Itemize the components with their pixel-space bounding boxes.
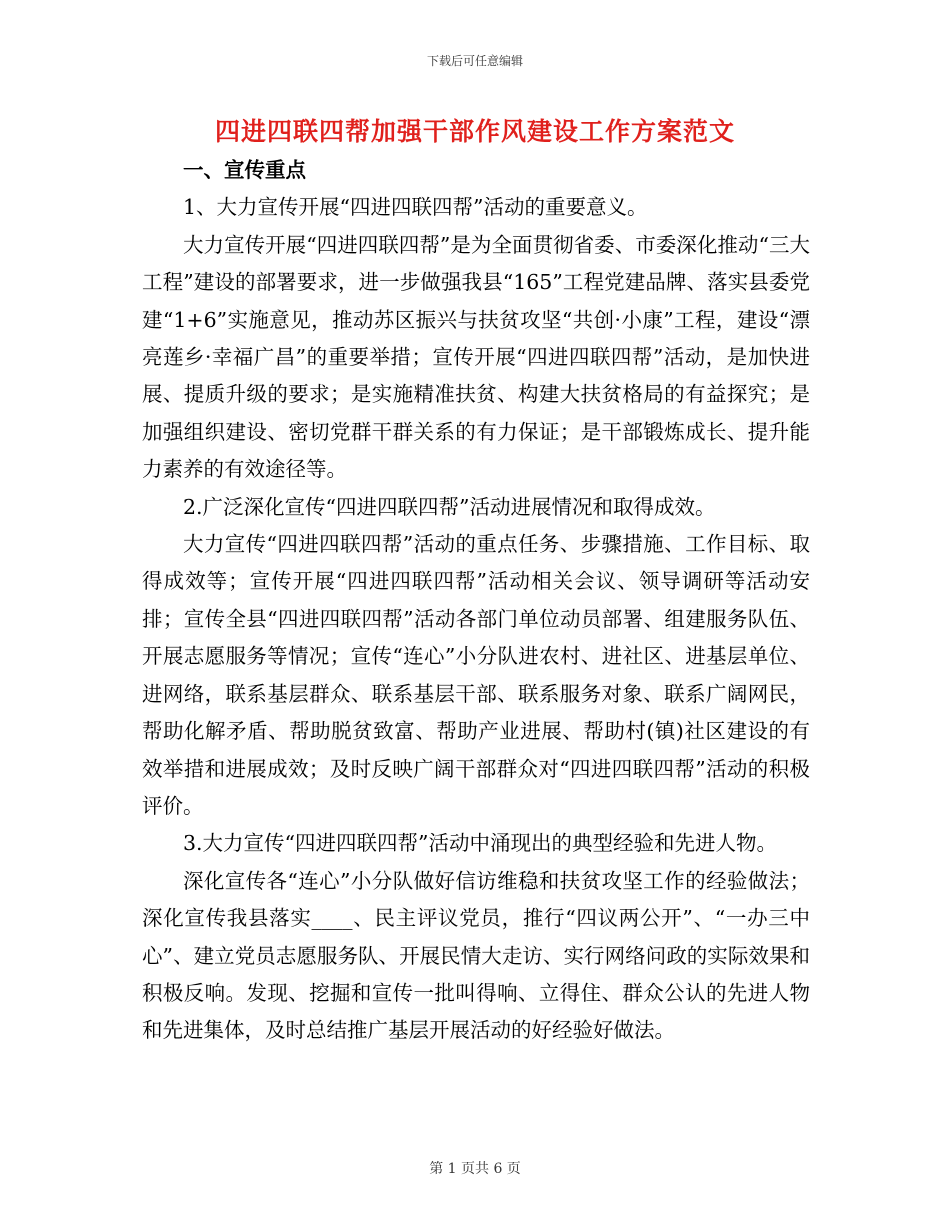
paragraph-significance: 大力宣传开展“四进四联四帮”是为全面贯彻省委、市委深化推动“三大工程”建设的部署要求，进一步做强我县“165”工程党建品牌、落实县委党建“1+6”实施意见，推动苏区振兴与扶贫攻坚“共创·小康”工程，建设“漂亮莲乡·幸福广昌”的重要举措；宣传开展“四进四联四帮”活动，是加快进展、提质升级的要求；是实施精准扶贫、构建大扶贫格局的有益探究；是加强组织建设、密切党群干群关系的有力保证；是干部锻炼成长、提升能力素养的有效途径等。: [142, 232, 810, 482]
document-title: 四进四联四帮加强干部作风建设工作方案范文: [214, 117, 735, 146]
section-heading-publicity-focus: 一、宣传重点: [183, 158, 306, 182]
page-number: 第 1 页共 6 页: [429, 1161, 521, 1177]
item-heading-1: 1、大力宣传开展“四进四联四帮”活动的重要意义。: [183, 195, 648, 220]
item-heading-2: 2.广泛深化宣传“四进四联四帮”活动进展情况和取得成效。: [183, 494, 716, 519]
document-body: [142, 152, 810, 1050]
paragraph-progress: 大力宣传“四进四联四帮”活动的重点任务、步骤措施、工作目标、取得成效等；宣传开展“四进四联四帮”活动相关会议、领导调研等活动安排；宣传全县“四进四联四帮”活动各部门单位动员部署、组建服务队伍、开展志愿服务等情况；宣传“连心”小分队进农村、进社区、进基层单位、进网络，联系基层群众、联系基层干部、联系服务对象、联系广阔网民，帮助化解矛盾、帮助脱贫致富、帮助产业进展、帮助村(镇)社区建设的有效举措和进展成效；及时反映广阔干部群众对“四进四联四帮”活动的积极评价。: [142, 532, 810, 818]
paragraph-typical-experience: 深化宣传各“连心”小分队做好信访维稳和扶贫攻坚工作的经验做法；深化宣传我县落实____、民主评议党员，推行“四议两公开”、“一办三中心”、建立党员志愿服务队、开展民情大走访、实行网络问政的实际效果和积极反响。发现、挖掘和宣传一批叫得响、立得住、群众公认的先进人物和先进集体，及时总结推广基层开展活动的好经验好做法。: [142, 868, 810, 1043]
item-heading-3: 3.大力宣传“四进四联四帮”活动中涌现出的典型经验和先进人物。: [183, 831, 778, 856]
page-header-note: 下载后可任意编辑: [426, 54, 523, 68]
